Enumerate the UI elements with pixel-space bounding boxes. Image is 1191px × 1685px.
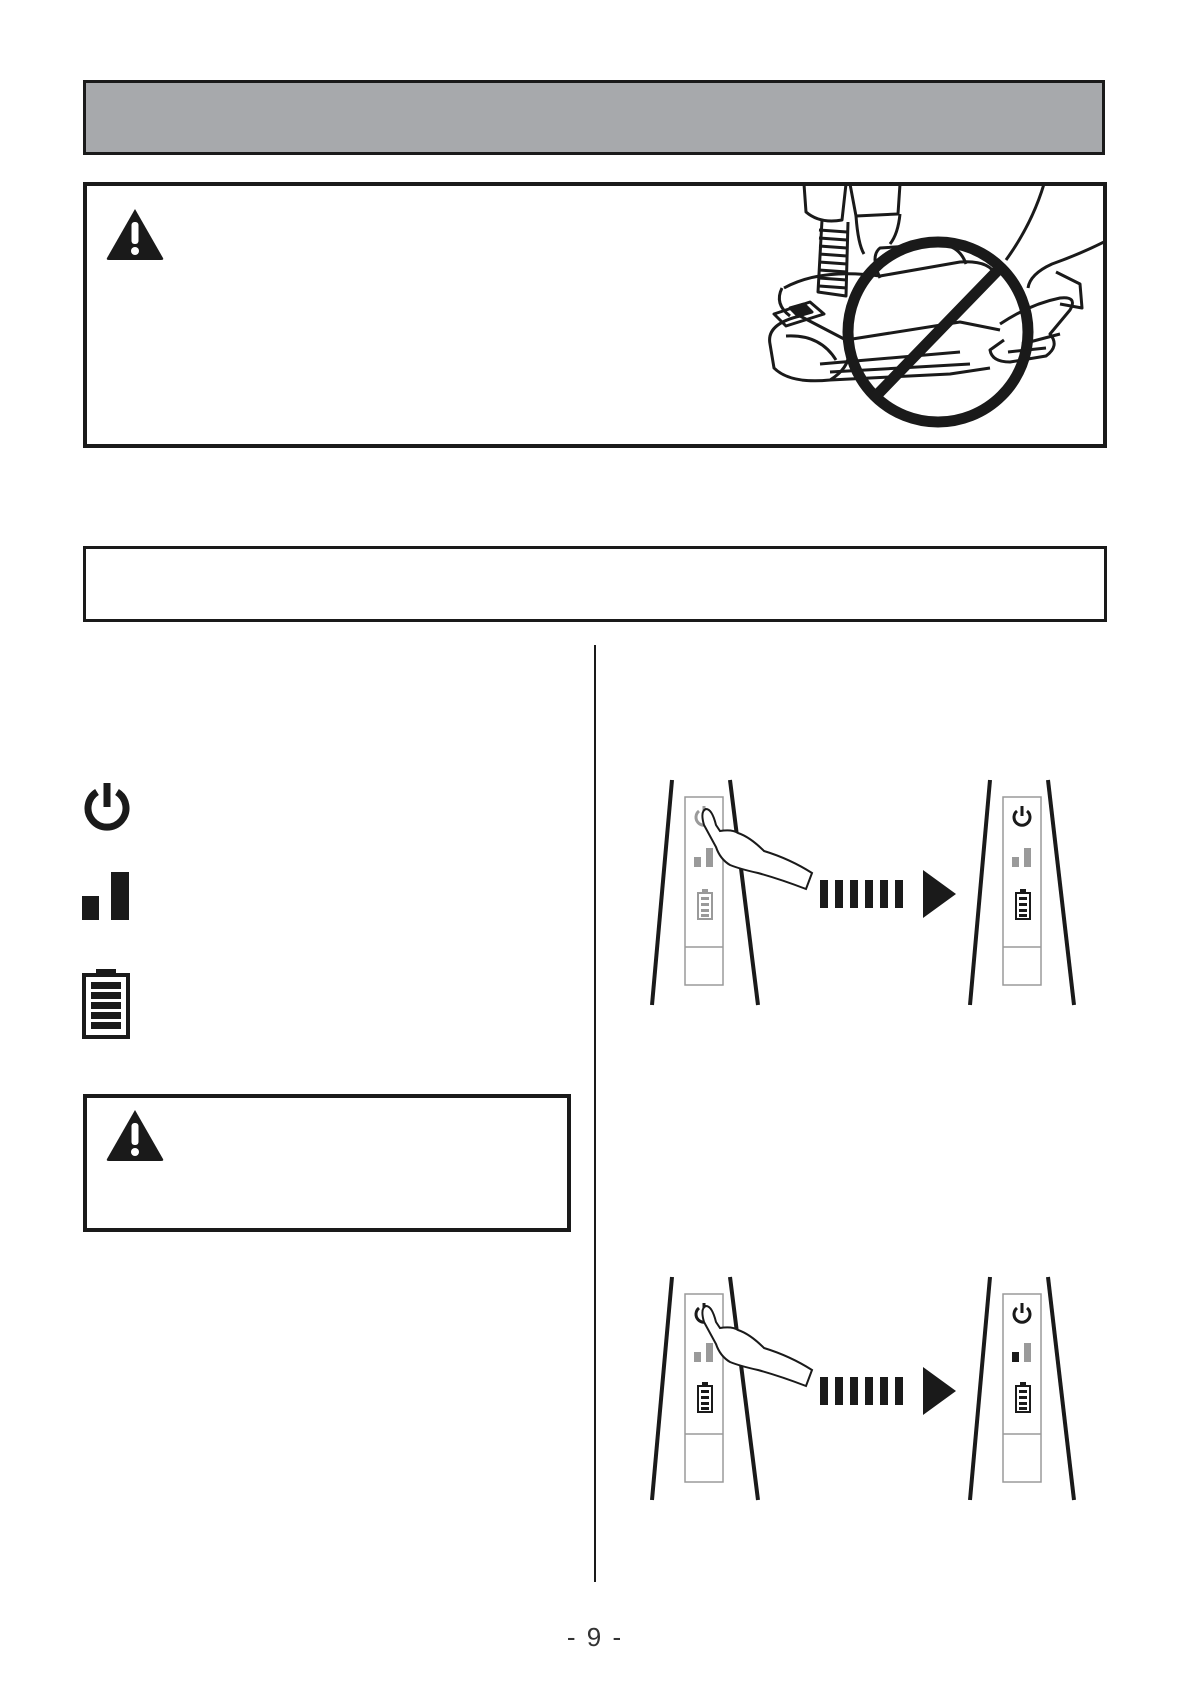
control-panel-after xyxy=(970,1277,1074,1500)
finger-hand-illustration xyxy=(702,809,812,889)
suction-level-icon xyxy=(82,872,132,920)
vacuum-nozzle-illustration xyxy=(760,184,1104,446)
page-number: - 9 - xyxy=(566,1622,624,1652)
power-icon xyxy=(81,781,133,835)
warning-triangle-icon xyxy=(104,1107,166,1163)
section-title-bar xyxy=(83,546,1107,622)
battery-icon xyxy=(82,969,132,1039)
control-panel-after xyxy=(970,780,1074,1005)
warning-triangle-icon xyxy=(104,206,166,262)
control-panel-sequence-two xyxy=(640,1272,1090,1507)
control-panel-sequence-one xyxy=(640,775,1090,1010)
column-divider xyxy=(594,645,596,1582)
sequence-arrow xyxy=(820,1367,956,1415)
section-header-bar xyxy=(83,80,1105,155)
sequence-arrow xyxy=(820,870,956,918)
finger-hand-illustration xyxy=(702,1306,812,1386)
